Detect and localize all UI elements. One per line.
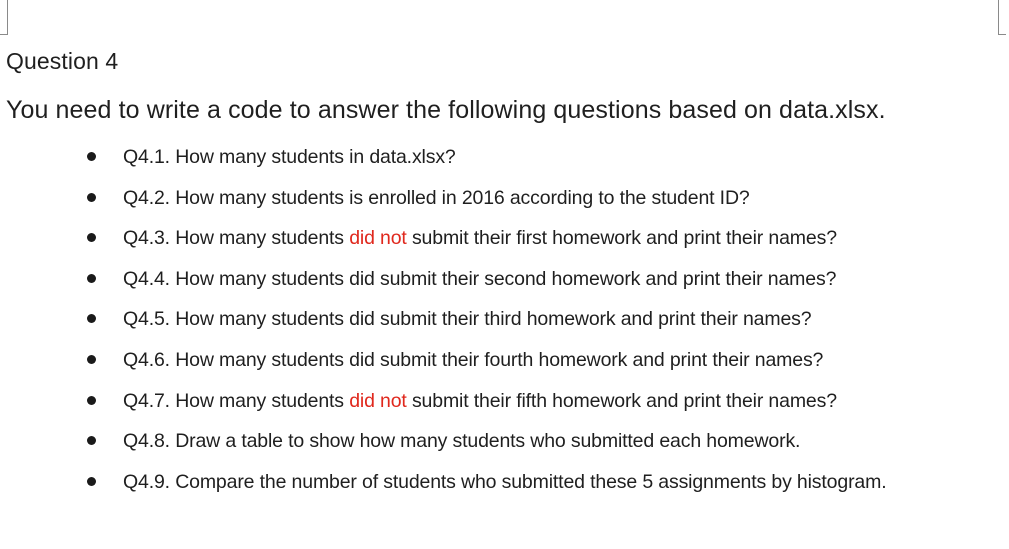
bullet-icon	[87, 396, 96, 405]
question-item-4-9	[0, 465, 1009, 506]
bullet-icon	[87, 193, 96, 202]
question-text: Q4.7. How many students did not submit their fifth homework and print their names?	[123, 389, 837, 412]
question-text: Q4.3. How many students did not submit their first homework and print their names?	[123, 227, 837, 250]
crop-mark-right	[998, 0, 1006, 35]
bullet-icon	[87, 314, 96, 323]
question-item-4-3	[0, 221, 1009, 262]
question-item-4-5	[0, 302, 1009, 343]
question-text: Q4.9. Compare the number of students who submitted these 5 assignments by histogram.	[123, 470, 887, 493]
bullet-icon	[87, 477, 96, 486]
question-heading: Question 4	[6, 48, 119, 74]
question-text: Q4.8. Draw a table to show how many students who submitted each homework.	[123, 430, 801, 453]
question-text: Q4.4. How many students did submit their second homework and print their names?	[123, 267, 837, 290]
question-item-4-1	[0, 140, 1009, 181]
question-item-4-7	[0, 384, 1009, 425]
question-text: Q4.5. How many students did submit their third homework and print their names?	[123, 308, 812, 331]
crop-mark-left	[0, 0, 8, 35]
question-item-4-2	[0, 181, 1009, 222]
question-item-4-6	[0, 343, 1009, 384]
question-item-4-8	[0, 424, 1009, 465]
bullet-icon	[87, 436, 96, 445]
question-text: Q4.6. How many students did submit their fourth homework and print their names?	[123, 348, 824, 371]
question-text: Q4.1. How many students in data.xlsx?	[123, 146, 456, 168]
bullet-icon	[87, 233, 96, 242]
bullet-icon	[87, 355, 96, 364]
question-item-4-4	[0, 262, 1009, 303]
highlight-did-not: did not	[349, 227, 407, 250]
bullet-icon	[87, 152, 96, 161]
question-list	[0, 140, 1009, 505]
question-intro: You need to write a code to answer the following questions based on data.xlsx.	[6, 96, 886, 124]
question-text: Q4.2. How many students is enrolled in 2016 according to the student ID?	[123, 186, 750, 209]
highlight-did-not: did not	[349, 389, 407, 412]
bullet-icon	[87, 274, 96, 283]
